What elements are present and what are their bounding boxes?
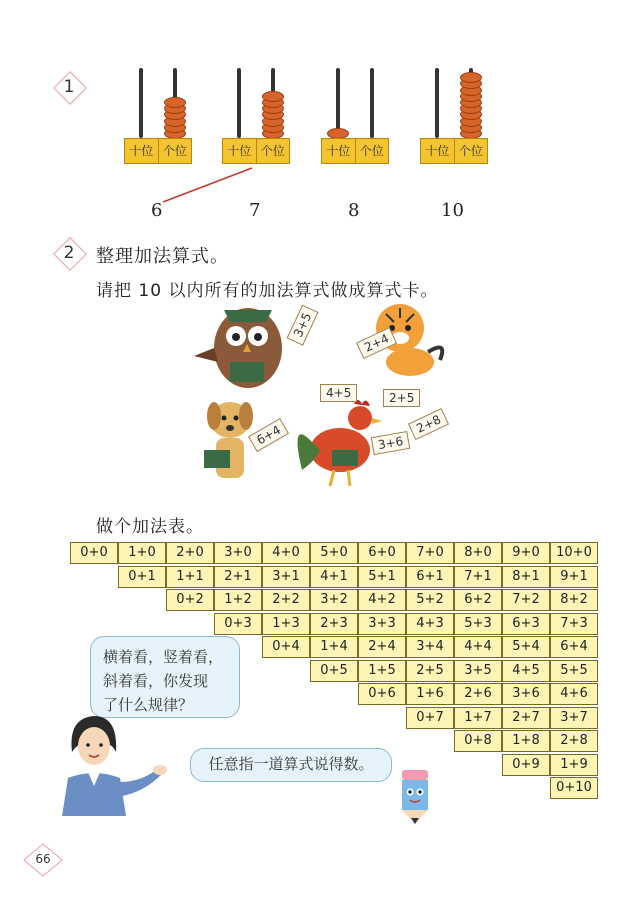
table-cell: 0+5 — [310, 660, 358, 682]
table-cell: 3+3 — [358, 613, 406, 635]
table-cell: 5+2 — [406, 589, 454, 611]
card-4: 2+5 — [383, 389, 420, 407]
table-cell: 1+6 — [406, 683, 454, 705]
table-cell: 8+2 — [550, 589, 598, 611]
table-cell: 0+1 — [118, 566, 166, 588]
table-cell: 4+5 — [502, 660, 550, 682]
section-2-heading: 整理加法算式。 — [96, 246, 229, 267]
table-cell: 6+4 — [550, 636, 598, 658]
table-cell: 1+1 — [166, 566, 214, 588]
table-heading: 做个加法表。 — [96, 517, 204, 537]
table-cell: 2+3 — [310, 613, 358, 635]
table-cell: 8+0 — [454, 542, 502, 564]
ones-place-label: 个位 — [162, 144, 187, 158]
owl-illustration — [194, 308, 282, 388]
table-cell: 5+5 — [550, 660, 598, 682]
table-cell: 1+9 — [550, 754, 598, 776]
matching-line — [0, 0, 640, 260]
table-cell: 0+3 — [214, 613, 262, 635]
table-cell: 0+2 — [166, 589, 214, 611]
teacher-illustration — [58, 712, 168, 816]
table-cell: 7+2 — [502, 589, 550, 611]
table-cell: 7+3 — [550, 613, 598, 635]
table-cell: 7+1 — [454, 566, 502, 588]
ones-place-label: 个位 — [260, 144, 285, 158]
table-cell: 10+0 — [550, 542, 598, 564]
table-cell: 3+7 — [550, 707, 598, 729]
teacher-line-3: 了什么规律？ — [103, 696, 194, 714]
pencil-character-illustration — [392, 764, 440, 826]
page-number-badge — [22, 842, 64, 878]
tens-place-label: 十位 — [125, 139, 159, 163]
section-2-instruction: 请把 10 以内所有的加法算式做成算式卡。 — [96, 281, 439, 301]
table-cell: 5+0 — [310, 542, 358, 564]
card-6: 6+4 — [248, 418, 289, 452]
table-cell: 6+1 — [406, 566, 454, 588]
table-cell: 3+1 — [262, 566, 310, 588]
number-label-4: 10 — [441, 200, 464, 221]
table-cell: 9+1 — [550, 566, 598, 588]
table-cell: 2+4 — [358, 636, 406, 658]
number-label-3: 8 — [348, 200, 360, 221]
table-cell: 5+3 — [454, 613, 502, 635]
table-cell: 0+8 — [454, 730, 502, 752]
table-cell: 5+4 — [502, 636, 550, 658]
table-cell: 8+1 — [502, 566, 550, 588]
section-2-badge — [54, 238, 84, 268]
table-cell: 2+5 — [406, 660, 454, 682]
tens-place-label: 十位 — [421, 139, 455, 163]
ones-place-label: 个位 — [458, 144, 483, 158]
table-cell: 3+6 — [502, 683, 550, 705]
table-cell: 0+10 — [550, 777, 598, 799]
table-cell: 7+0 — [406, 542, 454, 564]
table-cell: 2+2 — [262, 589, 310, 611]
table-cell: 4+0 — [262, 542, 310, 564]
table-cell: 6+2 — [454, 589, 502, 611]
card-5: 2+8 — [408, 408, 449, 440]
table-cell: 0+7 — [406, 707, 454, 729]
table-cell: 3+5 — [454, 660, 502, 682]
section-2-number: 2 — [63, 243, 75, 263]
table-cell: 5+1 — [358, 566, 406, 588]
table-cell: 2+8 — [550, 730, 598, 752]
teacher-line-1: 横着看，竖着看， — [103, 648, 224, 666]
tens-place-label: 十位 — [322, 139, 356, 163]
table-cell: 4+1 — [310, 566, 358, 588]
table-cell: 4+6 — [550, 683, 598, 705]
tens-place-label: 十位 — [223, 139, 257, 163]
table-cell: 3+2 — [310, 589, 358, 611]
table-cell: 2+7 — [502, 707, 550, 729]
table-cell: 1+8 — [502, 730, 550, 752]
table-cell: 3+0 — [214, 542, 262, 564]
pencil-speech-bubble — [190, 748, 392, 782]
ones-place-label: 个位 — [359, 144, 384, 158]
table-cell: 3+4 — [406, 636, 454, 658]
table-cell: 9+0 — [502, 542, 550, 564]
table-cell: 1+0 — [118, 542, 166, 564]
card-1: 3+5 — [287, 304, 319, 345]
table-cell: 0+4 — [262, 636, 310, 658]
table-cell: 0+9 — [502, 754, 550, 776]
table-cell: 4+3 — [406, 613, 454, 635]
table-cell: 1+7 — [454, 707, 502, 729]
number-label-1: 6 — [151, 200, 163, 221]
table-cell: 2+0 — [166, 542, 214, 564]
teacher-speech-bubble — [90, 636, 240, 718]
teacher-line-2: 斜着看，你发现 — [103, 672, 209, 690]
number-label-2: 7 — [249, 200, 261, 221]
dog-illustration — [204, 402, 253, 478]
card-2: 2+4 — [356, 327, 397, 359]
section-1-number: 1 — [63, 77, 75, 97]
table-cell: 6+3 — [502, 613, 550, 635]
table-cell: 1+5 — [358, 660, 406, 682]
table-cell: 1+2 — [214, 589, 262, 611]
table-cell: 1+3 — [262, 613, 310, 635]
pencil-speech-text: 任意指一道算式说得数。 — [208, 755, 374, 773]
table-cell: 0+6 — [358, 683, 406, 705]
table-cell: 2+6 — [454, 683, 502, 705]
card-7: 3+6 — [371, 431, 411, 455]
page-number: 66 — [35, 852, 51, 866]
card-3: 4+5 — [320, 384, 357, 402]
table-cell: 4+2 — [358, 589, 406, 611]
table-cell: 4+4 — [454, 636, 502, 658]
rooster-illustration — [298, 400, 383, 486]
table-cell: 0+0 — [70, 542, 118, 564]
table-cell: 6+0 — [358, 542, 406, 564]
table-cell: 1+4 — [310, 636, 358, 658]
table-cell: 2+1 — [214, 566, 262, 588]
